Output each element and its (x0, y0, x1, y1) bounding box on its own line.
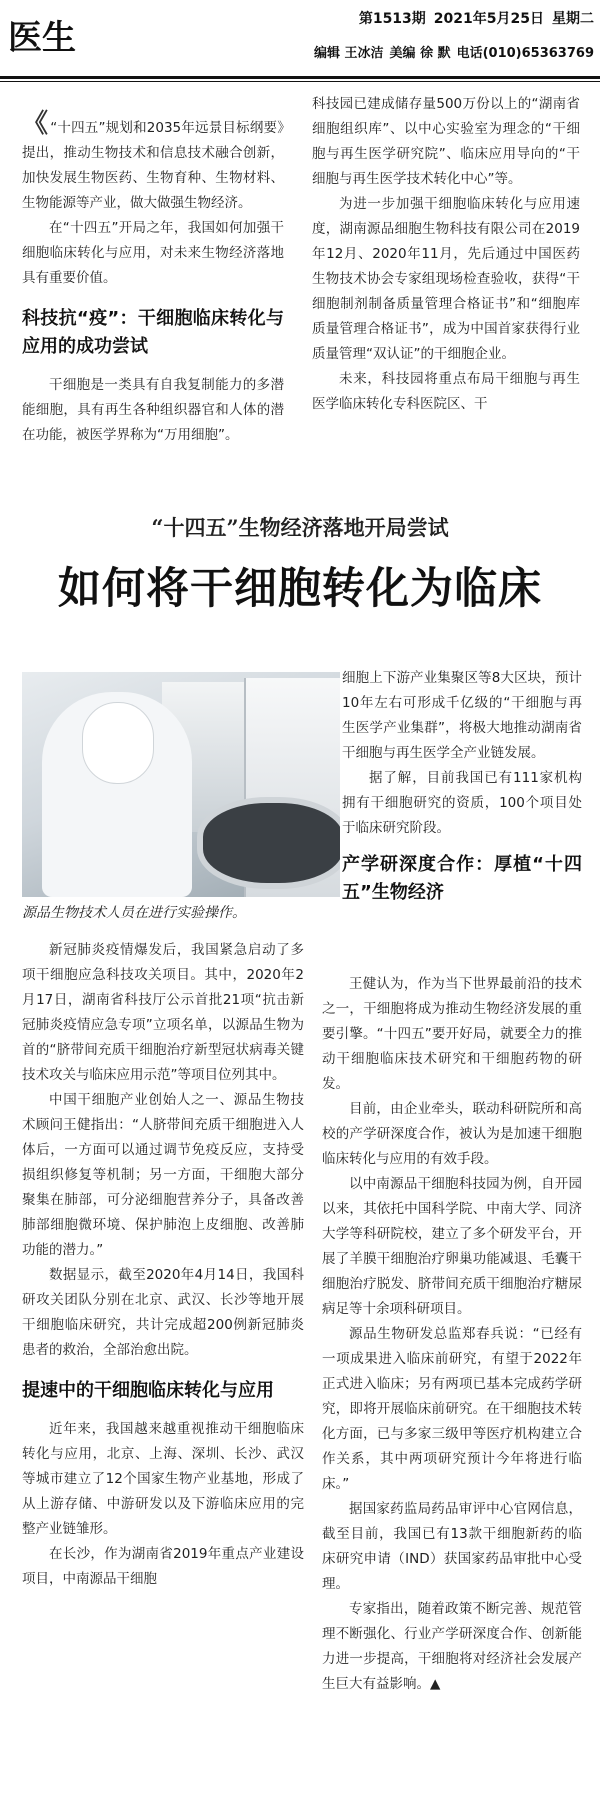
section-heading: 产学研深度合作：厚植“十四五”生物经济 (342, 854, 582, 903)
section-heading: 提速中的干细胞临床转化与应用 (22, 1380, 274, 1401)
masthead-rule-thin (0, 81, 600, 82)
paragraph: 干细胞是一类具有自我复制能力的多潜能细胞，具有再生各种组织器官和人体的潜在功能，被医学界称为“万用细胞”。 (22, 377, 284, 443)
paragraph: 未来，科技园将重点布局干细胞与再生医学临床转化专科医院区、干 (312, 371, 580, 412)
paragraph: 近年来，我国越来越重视推动干细胞临床转化与应用，北京、上海、深圳、长沙、武汉等城市建立了12个国家生物产业基地，形成了从上游存储、中游研发以及下游临床应用的完整产业链雏形。 (22, 1421, 304, 1537)
paragraph: 新冠肺炎疫情爆发后，我国紧急启动了多项干细胞应急科技攻关项目。其中，2020年2月17日，湖南省科技厅公示首批21项“抗击新冠肺炎疫情应急专项”立项名单，以源品生物为首的“脐带间充质干细胞治疗新型冠状病毒关键技术攻关与临床应用示范”等项目位列其中。 (22, 942, 304, 1083)
paragraph: 源品生物研发总监郑春兵说：“已经有一项成果进入临床前研究，有望于2022年正式进入临床；另有两项已基本完成药学研究，即将开展临床前研究。在干细胞技术转化方面，已与多家三级甲等医疗机构建立合作关系，其中两项研究预计今年将进行临床。” (322, 1326, 582, 1492)
section-name: 医生 (8, 18, 76, 58)
paragraph: 在“十四五”开局之年，我国如何加强干细胞临床转化与应用，对未来生物经济落地具有重要价值。 (22, 220, 284, 286)
headline-title: 如何将干细胞转化为临床 (58, 564, 542, 614)
intro-column-right (312, 92, 580, 492)
headline-block (0, 512, 600, 622)
paragraph: 科技园已建成储存量500万份以上的“湖南省细胞组织库”、以中心实验室为理念的“干细胞与再生医学研究院”、临床应用导向的“干细胞与再生医学技术转化中心”等。 (312, 96, 580, 187)
paragraph: 在长沙，作为湖南省2019年重点产业建设项目，中南源品干细胞 (22, 1546, 304, 1587)
centrifuge-drum (197, 797, 340, 889)
masthead (0, 0, 600, 80)
paragraph: 中国干细胞产业创始人之一、源品生物技术顾问王健指出：“人脐带间充质干细胞进入人体后，一方面可以通过调节免疫反应，支持受损组织修复等机制；另一方面，干细胞大部分聚集在肺部，可分泌细胞营养分子，具备改善肺部细胞微环境、保护肺泡上皮细胞、改善肺功能的潜力。” (22, 1092, 304, 1258)
phone-number: 电话(010)65363769 (456, 46, 594, 61)
lead-paragraph: 《 “十四五”规划和2035年远景目标纲要》提出，推动生物技术和信息技术融合创新，加快发展生物医药、生物育种、生物材料、生物能源等产业，做大做强生物经济。 (22, 109, 284, 211)
designer-credit: 美编 徐 默 (389, 46, 451, 61)
paragraph: 王健认为，作为当下世界最前沿的技术之一，干细胞将成为推动生物经济发展的重要引擎。“十四五”要开好局，就要全力的推动干细胞临床技术研究和干细胞药物的研发。 (322, 976, 582, 1092)
issue-number: 第1513期 (358, 11, 426, 27)
paragraph: 专家指出，随着政策不断完善、规范管理不断强化、行业产学研深度合作、创新能力进一步提高，干细胞将对经济社会发展产生巨大有益影响。▲ (322, 1601, 582, 1692)
technician-head (82, 702, 154, 784)
lead-quote-mark: 《 (22, 109, 49, 139)
paragraph: 据国家药监局药品审评中心官网信息，截至目前，我国已有13款干细胞新药的临床研究申请（IND）获国家药品审批中心受理。 (322, 1501, 582, 1592)
masthead-rule (0, 76, 600, 79)
body-column-left (22, 938, 304, 1592)
paragraph: 目前，由企业牵头，联动科研院所和高校的产学研深度合作，被认为是加速干细胞临床转化与应用的有效手段。 (322, 1101, 582, 1167)
issue-line (300, 8, 594, 28)
staff-line (230, 42, 594, 61)
paragraph: 据了解，目前我国已有111家机构拥有干细胞研究的资质，100个项目处于临床研究阶段。 (342, 770, 582, 836)
headline-subtitle: “十四五”生物经济落地开局尝试 (151, 515, 449, 540)
issue-date: 2021年5月25日 (433, 11, 544, 27)
section-heading: 科技抗“疫”：干细胞临床转化与应用的成功尝试 (22, 308, 284, 357)
editor-credit: 编辑 王冰洁 (314, 46, 384, 61)
paragraph: 细胞上下游产业集聚区等8大区块，预计10年左右可形成千亿级的“干细胞与再生医学产业集群”，将极大地推动湖南省干细胞与再生医学全产业链发展。 (342, 670, 582, 761)
issue-weekday: 星期二 (552, 11, 594, 27)
lab-photo (22, 672, 340, 897)
paragraph: 以中南源品干细胞科技园为例，自开园以来，其依托中国科学院、中南大学、同济大学等科研院校，建立了多个研发平台，开展了羊膜干细胞治疗卵巢功能减退、毛囊干细胞治疗脱发、脐带间充质干细胞治疗糖尿病足等十余项科研项目。 (322, 1176, 582, 1317)
paragraph: 为进一步加强干细胞临床转化与应用速度，湖南源品细胞生物科技有限公司在2019年12月、2020年11月，先后通过中国医药生物技术协会专家组现场检查验收，获得“干细胞制剂制备质量管理合格证书”和“细胞库质量管理合格证书”，成为中国首家获得行业质量管理“双认证”的干细胞企业。 (312, 196, 580, 362)
paragraph: 数据显示，截至2020年4月14日，我国科研攻关团队分别在北京、武汉、长沙等地开展干细胞临床研究，共计完成超200例新冠肺炎患者的救治，全部治愈出院。 (22, 1267, 304, 1358)
photo-caption: 源品生物技术人员在进行实验操作。 (22, 905, 246, 921)
body-column-right-top (342, 666, 582, 919)
intro-column (22, 109, 284, 448)
body-column-right (322, 972, 582, 1808)
